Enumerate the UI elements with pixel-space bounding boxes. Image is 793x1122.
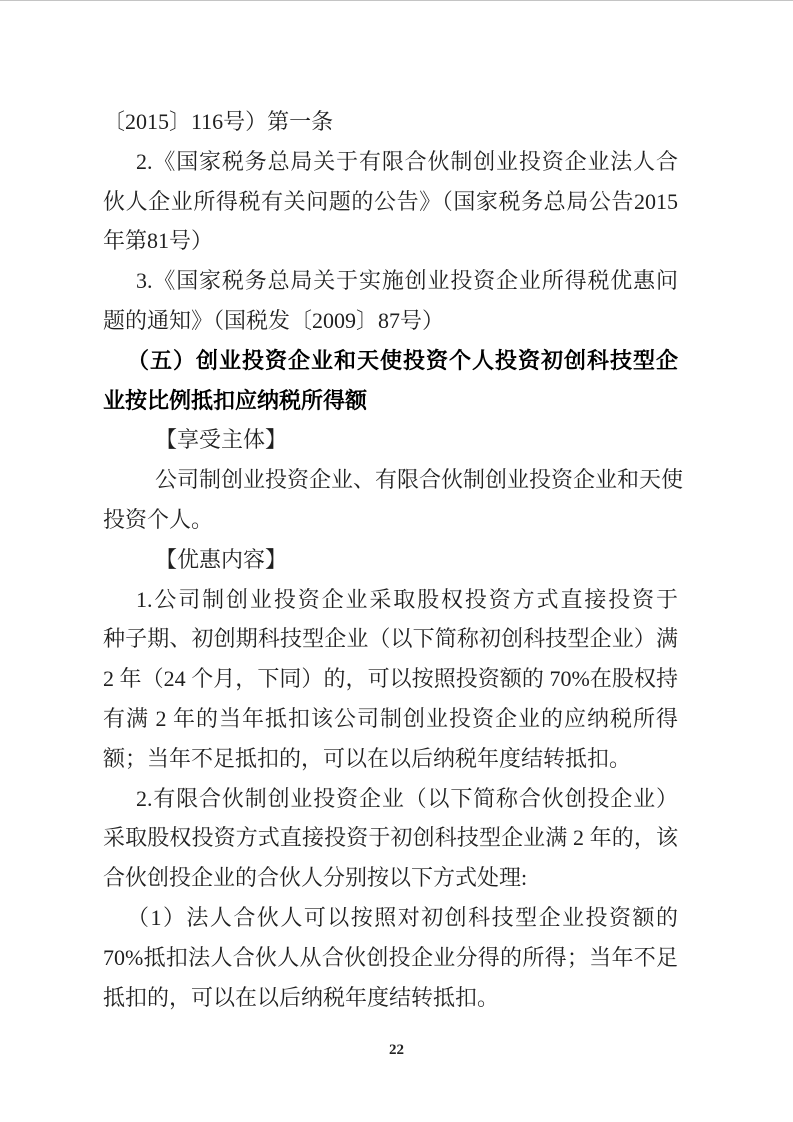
text-line: 2 年（24 个月，下同）的，可以按照投资额的 70%在股权持	[103, 666, 678, 692]
text-line: 1.公司制创业投资企业采取股权投资方式直接投资于	[136, 586, 678, 612]
text-line: 采取股权投资方式直接投资于初创科技型企业满 2 年的，该	[103, 825, 678, 851]
text-line: 抵扣的，可以在以后纳税年度结转抵扣。	[103, 984, 500, 1010]
text-line: （五）创业投资企业和天使投资个人投资初创科技型企	[127, 347, 678, 373]
text-line: 投资个人。	[103, 506, 214, 532]
text-line: 【优惠内容】	[155, 546, 288, 572]
text-line: 年第81号）	[103, 228, 214, 254]
document-text	[103, 102, 684, 1017]
text-line: 合伙创投企业的合伙人分别按以下方式处理:	[103, 865, 528, 891]
text-line: 公司制创业投资企业、有限合伙制创业投资企业和天使	[155, 467, 684, 493]
text-line: 种子期、初创期科技型企业（以下简称初创科技型企业）满	[103, 626, 678, 652]
text-line: 【享受主体】	[155, 427, 288, 453]
text-line: 70%抵扣法人合伙人从合伙创投企业分得的所得；当年不足	[103, 944, 678, 970]
text-line: 业按比例抵扣应纳税所得额	[103, 387, 368, 413]
text-line: 2.《国家税务总局关于有限合伙制创业投资企业法人合	[136, 148, 678, 174]
text-line: 题的通知》（国税发〔2009〕87号）	[103, 307, 445, 333]
page-number: 22	[389, 1042, 404, 1058]
text-line: 额；当年不足抵扣的，可以在以后纳税年度结转抵扣。	[103, 745, 632, 771]
text-line: 伙人企业所得税有关问题的公告》（国家税务总局公告2015	[103, 188, 678, 214]
text-line: 〔2015〕116号）第一条	[103, 109, 334, 134]
text-line: （1）法人合伙人可以按照对初创科技型企业投资额的	[127, 904, 678, 930]
text-line: 3.《国家税务总局关于实施创业投资企业所得税优惠问	[136, 268, 678, 294]
text-line: 2.有限合伙制创业投资企业（以下简称合伙创投企业）	[136, 785, 678, 811]
text-line: 有满 2 年的当年抵扣该公司制创业投资企业的应纳税所得	[103, 705, 678, 731]
